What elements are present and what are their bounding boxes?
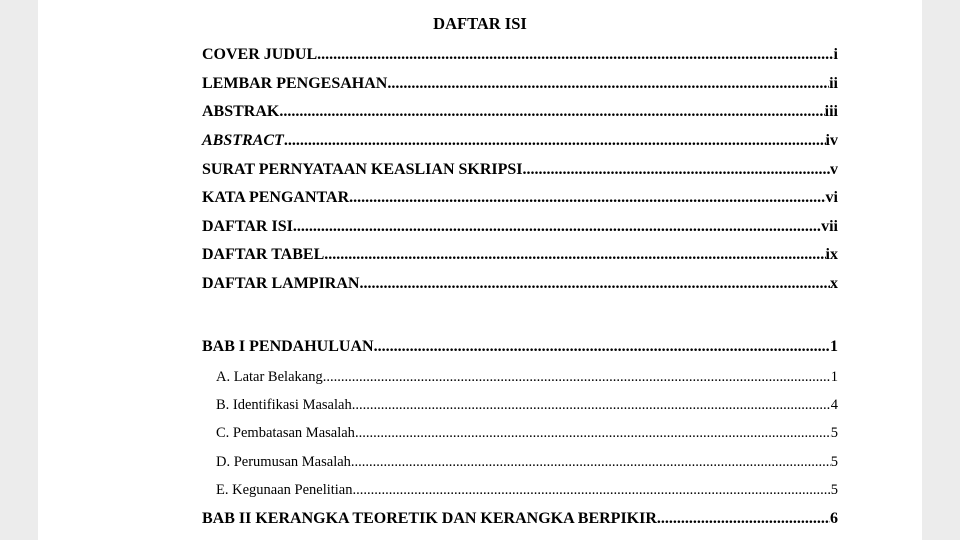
toc-entry	[202, 160, 838, 180]
toc-entry-page: 5	[830, 482, 838, 498]
toc-entry-label: LEMBAR PENGESAHAN	[202, 75, 388, 92]
toc-entry-page: iii	[824, 103, 838, 120]
toc-entry-page: vi	[825, 189, 838, 206]
toc-entry-label: D. Perumusan Masalah	[216, 454, 351, 470]
toc-entry-label: COVER JUDUL	[202, 46, 318, 63]
toc-entry	[216, 395, 838, 415]
toc-leader-dots	[387, 74, 829, 94]
toc-entry	[216, 423, 838, 443]
toc-entry-page: 1	[830, 338, 838, 355]
toc-entry	[202, 217, 838, 237]
toc-entry	[202, 74, 838, 94]
toc-entry-label: KATA PENGANTAR	[202, 189, 350, 206]
toc-entry-label: A. Latar Belakang	[216, 369, 323, 385]
toc-entry-page: v	[830, 161, 838, 178]
toc-entry	[216, 480, 838, 500]
toc-entry-page: 5	[830, 454, 838, 470]
toc-entry	[202, 509, 838, 529]
toc-entry-page: i	[833, 46, 838, 63]
toc-leader-dots	[353, 480, 831, 500]
toc-entry-label: E. Kegunaan Penelitian	[216, 482, 353, 498]
toc-entry-page: 1	[830, 369, 838, 385]
toc-leader-dots	[523, 160, 830, 180]
toc-entry	[202, 102, 838, 122]
toc-leader-dots	[374, 337, 830, 357]
toc-entry-label: ABSTRACT	[202, 132, 284, 149]
toc-entry-page: x	[830, 275, 838, 292]
toc-leader-dots	[323, 367, 831, 387]
toc-entry-page: 5	[830, 425, 838, 441]
toc-leader-dots	[324, 245, 825, 265]
toc-entry	[202, 245, 838, 265]
toc-leader-dots	[349, 188, 825, 208]
toc-leader-dots	[657, 509, 830, 529]
toc-entry	[202, 274, 838, 294]
toc-entry	[202, 337, 838, 357]
toc-entry	[202, 45, 838, 65]
toc-leader-dots	[293, 217, 821, 237]
toc-leader-dots	[279, 102, 824, 122]
toc-entry-page: 6	[830, 510, 838, 527]
toc-title: DAFTAR ISI	[433, 14, 527, 33]
toc-entry	[202, 131, 838, 151]
toc-entry-page: ix	[825, 246, 838, 263]
toc-entry	[216, 452, 838, 472]
toc-entry-label: BAB II KERANGKA TEORETIK DAN KERANGKA BERPIKIR	[202, 510, 657, 527]
toc-entry	[202, 188, 838, 208]
toc-entry-page: ii	[829, 75, 838, 92]
toc-leader-dots	[317, 45, 833, 65]
toc-entry-label: SURAT PERNYATAAN KEASLIAN SKRIPSI	[202, 161, 523, 178]
toc-entry-label: B. Identifikasi Masalah	[216, 397, 352, 413]
toc-entry-page: vii	[821, 218, 838, 235]
toc-leader-dots	[284, 131, 826, 151]
toc-entry-page: iv	[825, 132, 838, 149]
toc-entry-page: 4	[830, 397, 838, 413]
toc-entry-label: ABSTRAK	[202, 103, 280, 120]
toc-entry-label: DAFTAR TABEL	[202, 246, 325, 263]
document-page	[38, 0, 922, 540]
toc-entry-label: DAFTAR LAMPIRAN	[202, 275, 360, 292]
toc-leader-dots	[352, 395, 831, 415]
toc-entry-label: C. Pembatasan Masalah	[216, 425, 355, 441]
toc-leader-dots	[351, 452, 831, 472]
toc-entry-label: DAFTAR ISI	[202, 218, 293, 235]
toc-leader-dots	[359, 274, 830, 294]
toc-entry	[216, 367, 838, 387]
toc-leader-dots	[355, 423, 831, 443]
toc-entry-label: BAB I PENDAHULUAN	[202, 338, 374, 355]
